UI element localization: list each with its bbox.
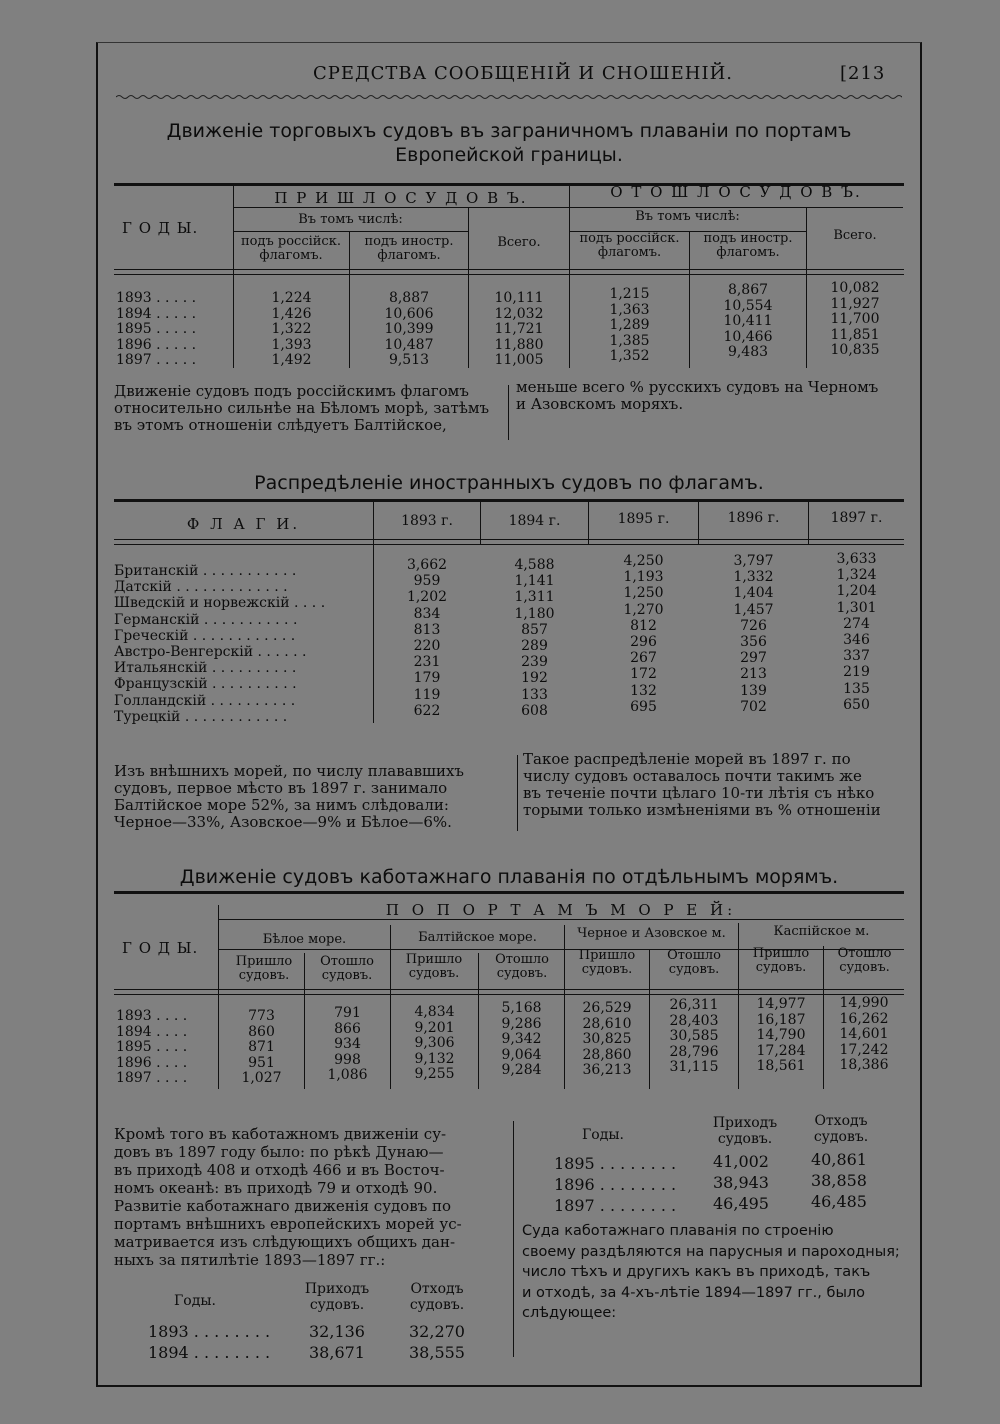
table3-arrived-header: Пришло судовъ. bbox=[752, 946, 810, 975]
cell: 959 bbox=[413, 573, 441, 590]
cell: 26,311 bbox=[669, 997, 719, 1013]
table1-departed-total-column bbox=[807, 281, 903, 359]
cell: 10,111 bbox=[494, 290, 544, 306]
text3-right bbox=[522, 1221, 912, 1324]
table3-white-departed-column bbox=[305, 1006, 390, 1084]
cell: 192 bbox=[521, 670, 548, 687]
summary-left-col-in: Приходъ судовъ. bbox=[304, 1281, 370, 1313]
text-line: матривается изъ слѣдующихъ общихъ дан- bbox=[114, 1233, 456, 1251]
cell: 132 bbox=[630, 682, 657, 699]
text-line: и Азовскомъ моряхъ. bbox=[516, 395, 684, 413]
table3-sea-black-azov: Черное и Азовское м. bbox=[577, 926, 726, 941]
cell: 860 bbox=[248, 1023, 275, 1040]
table3-arrived-header: Пришло судовъ. bbox=[235, 954, 293, 983]
cell: 14,990 bbox=[839, 995, 889, 1011]
cell: 28,796 bbox=[669, 1043, 719, 1060]
text2-right bbox=[523, 751, 918, 819]
table1-arrived-foreign-column bbox=[350, 291, 468, 369]
cell: 1,393 bbox=[271, 336, 312, 353]
summary-year: 1893 . . . . . . . . bbox=[148, 1322, 271, 1341]
text-line: Черное—33%, Азовское—9% и Бѣлое—6%. bbox=[114, 813, 452, 831]
table2-col-flags: Ф Л А Г И. bbox=[186, 515, 301, 533]
cell: 10,487 bbox=[384, 336, 434, 353]
text-line: Развитіе каботажнаго движенія судовъ по bbox=[114, 1197, 452, 1215]
table3-sea-caspian: Каспійское м. bbox=[773, 924, 870, 939]
cell: 9,342 bbox=[501, 1031, 542, 1047]
cell: 213 bbox=[740, 666, 767, 683]
cell: 726 bbox=[740, 617, 767, 634]
text-line: относительно сильнѣе на Бѣломъ морѣ, затѣмъ bbox=[114, 399, 490, 417]
cell: 14,790 bbox=[756, 1027, 806, 1043]
table1-years-column bbox=[116, 291, 196, 369]
cell: 1,027 bbox=[241, 1070, 282, 1086]
cell: 813 bbox=[413, 621, 441, 638]
cell: 12,032 bbox=[494, 305, 544, 322]
cell: 40,861 bbox=[811, 1150, 867, 1169]
cell: 17,242 bbox=[839, 1041, 889, 1058]
summary-right-in bbox=[698, 1151, 784, 1214]
cell: 1,457 bbox=[733, 601, 774, 618]
summary-left-out bbox=[394, 1321, 480, 1363]
cell: 3,797 bbox=[733, 553, 774, 569]
flag-label: Итальянскій . . . . . . . . . . bbox=[114, 660, 297, 677]
cell: 934 bbox=[334, 1036, 361, 1052]
table1-including-departed: Въ томъ числѣ: bbox=[635, 209, 740, 224]
running-header-title: СРЕДСТВА СООБЩЕНІЙ И СНОШЕНІЙ. bbox=[313, 63, 733, 84]
table1-including-arrived: Въ томъ числѣ: bbox=[298, 212, 403, 227]
table2-flags-column bbox=[114, 563, 372, 725]
cell: 951 bbox=[248, 1054, 275, 1071]
cell: 1,270 bbox=[623, 601, 664, 618]
cell: 11,005 bbox=[494, 352, 544, 368]
text-line: Суда каботажнаго плаванія по строенію bbox=[522, 1223, 834, 1239]
summary-year: 1897 . . . . . . . . bbox=[554, 1196, 677, 1215]
table1-year: 1897 . . . . . bbox=[116, 352, 197, 368]
flag-label: Британскій . . . . . . . . . . . bbox=[114, 563, 297, 579]
table3-baltic-arrived-column bbox=[391, 1005, 478, 1083]
cell: 1,215 bbox=[609, 286, 650, 302]
text-line: довъ въ 1897 году было: по рѣкѣ Дунаю— bbox=[114, 1143, 444, 1161]
table3-departed-header: Отошло судовъ. bbox=[495, 952, 549, 981]
cell: 1,202 bbox=[406, 589, 448, 606]
cell: 608 bbox=[521, 702, 548, 719]
table1-arrived-total-column bbox=[469, 291, 569, 369]
text-line: слѣдующее: bbox=[522, 1305, 617, 1321]
text2-left bbox=[114, 763, 506, 831]
table1-arrived-russian-column bbox=[234, 291, 349, 369]
cell: 274 bbox=[843, 615, 870, 632]
text-line: номъ океанѣ: въ приходѣ 79 и отходѣ 90. bbox=[114, 1179, 438, 1197]
cell: 46,485 bbox=[811, 1192, 867, 1211]
text-line: въ приходѣ 408 и отходѣ 466 и въ Восточ- bbox=[114, 1161, 445, 1179]
cell: 296 bbox=[630, 634, 657, 651]
cell: 998 bbox=[334, 1051, 361, 1068]
cell: 3,662 bbox=[406, 557, 448, 573]
summary-left-in bbox=[294, 1321, 380, 1363]
table1-departed-header: О Т О Ш Л О С У Д О В Ъ. bbox=[610, 183, 862, 201]
cell: 10,606 bbox=[384, 305, 434, 322]
cell: 702 bbox=[740, 698, 767, 715]
table3-sea-baltic: Балтійское море. bbox=[418, 930, 537, 945]
table2-1893-column bbox=[374, 557, 480, 719]
cell: 38,555 bbox=[409, 1343, 465, 1362]
cell: 1,404 bbox=[733, 585, 774, 602]
cell: 356 bbox=[740, 634, 767, 651]
cell: 650 bbox=[843, 696, 870, 713]
table2-1896-column bbox=[699, 553, 808, 715]
table2-1895-column bbox=[589, 553, 698, 715]
cell: 139 bbox=[740, 682, 767, 699]
cell: 10,082 bbox=[830, 280, 880, 296]
table2-year-header: 1895 г. bbox=[617, 511, 670, 527]
text1-left bbox=[114, 383, 504, 434]
table1-departed-russian-column bbox=[570, 287, 689, 365]
table1-sub-total-departed: Всего. bbox=[833, 228, 877, 243]
cell: 28,403 bbox=[669, 1012, 719, 1029]
table3-baltic-departed-column bbox=[479, 1001, 564, 1079]
text-line: Балтійское море 52%, за нимъ слѣдовали: bbox=[114, 796, 449, 814]
table1-year: 1893 . . . . . bbox=[116, 290, 197, 306]
text-line: портамъ внѣшнихъ европейскихъ морей ус- bbox=[114, 1215, 462, 1233]
cell: 26,529 bbox=[582, 1000, 632, 1016]
text-line: меньше всего % русскихъ судовъ на Черномъ bbox=[516, 378, 879, 396]
cell: 11,700 bbox=[830, 311, 880, 327]
text-line: ныхъ за пятилѣтіе 1893—1897 гг.: bbox=[114, 1251, 386, 1269]
cell: 30,825 bbox=[582, 1031, 632, 1047]
cell: 38,858 bbox=[811, 1171, 867, 1190]
cell: 4,588 bbox=[514, 557, 555, 573]
table2-1894-column bbox=[481, 557, 588, 719]
cell: 10,411 bbox=[723, 313, 773, 329]
table3-year: 1895 . . . . bbox=[116, 1039, 188, 1055]
cell: 9,284 bbox=[501, 1062, 542, 1078]
cell: 9,132 bbox=[414, 1050, 455, 1067]
table3-arrived-header: Пришло судовъ. bbox=[578, 948, 636, 977]
table3-black-departed-column bbox=[650, 998, 738, 1076]
table3-sea-white: Бѣлое море. bbox=[262, 932, 347, 947]
cell: 1,352 bbox=[609, 348, 650, 364]
text-line: Движеніе судовъ подъ россійскимъ флагомъ bbox=[114, 382, 469, 400]
cell: 38,943 bbox=[713, 1173, 769, 1192]
cell: 3,633 bbox=[836, 551, 877, 567]
cell: 28,610 bbox=[582, 1015, 632, 1032]
flag-label: Шведскій и норвежскій . . . . bbox=[114, 595, 326, 612]
page-frame bbox=[96, 42, 922, 1387]
flag-label: Греческій . . . . . . . . . . . . bbox=[114, 627, 296, 644]
cell: 133 bbox=[521, 686, 548, 703]
summary-left-col-years: Годы. bbox=[174, 1293, 216, 1309]
cell: 9,064 bbox=[501, 1046, 542, 1063]
cell: 9,201 bbox=[414, 1019, 455, 1036]
cell: 18,386 bbox=[839, 1057, 889, 1073]
cell: 32,136 bbox=[309, 1322, 365, 1341]
cell: 695 bbox=[630, 698, 657, 715]
cell: 31,115 bbox=[669, 1059, 719, 1075]
cell: 9,483 bbox=[727, 344, 769, 360]
cell: 16,262 bbox=[839, 1010, 889, 1027]
summary-year: 1894 . . . . . . . . bbox=[148, 1343, 271, 1362]
table2-year-header: 1897 г. bbox=[830, 510, 883, 526]
flag-label: Турецкій . . . . . . . . . . . . bbox=[114, 708, 288, 725]
table3-departed-header: Отошло судовъ. bbox=[667, 948, 721, 977]
cell: 30,585 bbox=[669, 1028, 719, 1044]
text-line: судовъ, первое мѣсто въ 1897 г. занимало bbox=[114, 779, 448, 797]
cell: 1,426 bbox=[271, 305, 312, 322]
cell: 179 bbox=[413, 670, 441, 687]
cell: 11,880 bbox=[494, 336, 544, 353]
summary-right-col-in: Приходъ судовъ. bbox=[712, 1115, 778, 1147]
text-line: въ этомъ отношеніи слѣдуетъ Балтійское, bbox=[114, 416, 447, 434]
cell: 5,168 bbox=[501, 1000, 542, 1016]
cell: 38,671 bbox=[309, 1343, 365, 1362]
cell: 1,301 bbox=[836, 599, 877, 616]
cell: 172 bbox=[630, 666, 657, 683]
cell: 135 bbox=[843, 680, 870, 697]
cell: 11,851 bbox=[830, 326, 880, 343]
text-line: торыми только измѣненіями въ % отношеніи bbox=[523, 801, 881, 819]
flag-label: Германскій . . . . . . . . . . . bbox=[114, 611, 298, 628]
cell: 773 bbox=[248, 1008, 275, 1024]
table3-col-years: Г О Д Ы. bbox=[122, 939, 199, 957]
text-line: и отходѣ, за 4-хъ-лѣтіе 1894—1897 гг., было bbox=[522, 1284, 866, 1301]
cell: 16,187 bbox=[756, 1011, 806, 1028]
cell: 46,495 bbox=[713, 1194, 769, 1213]
wavy-divider bbox=[116, 93, 902, 101]
cell: 857 bbox=[521, 621, 548, 638]
summary-year: 1895 . . . . . . . . bbox=[554, 1154, 677, 1173]
cell: 866 bbox=[334, 1020, 361, 1037]
cell: 9,286 bbox=[501, 1015, 542, 1032]
cell: 9,255 bbox=[414, 1066, 455, 1082]
text-line: Изъ внѣшнихъ морей, по числу плававшихъ bbox=[114, 762, 464, 780]
table1-arrived-header: П Р И Ш Л О С У Д О В Ъ. bbox=[274, 189, 528, 207]
cell: 219 bbox=[843, 664, 870, 681]
cell: 11,927 bbox=[830, 295, 880, 312]
cell: 1,324 bbox=[836, 567, 877, 584]
table3-year: 1893 . . . . bbox=[116, 1008, 188, 1024]
cell: 346 bbox=[843, 632, 870, 649]
cell: 220 bbox=[413, 638, 441, 655]
cell: 231 bbox=[413, 654, 441, 671]
cell: 1,204 bbox=[836, 583, 877, 600]
cell: 871 bbox=[248, 1039, 275, 1055]
table1-sub-rus-departed: подъ россійск. флагомъ. bbox=[579, 231, 680, 260]
cell: 4,834 bbox=[414, 1004, 455, 1020]
table3-year: 1894 . . . . bbox=[116, 1023, 188, 1040]
flag-label: Французскій . . . . . . . . . . bbox=[114, 676, 297, 693]
cell: 9,306 bbox=[414, 1035, 455, 1051]
summary-year: 1896 . . . . . . . . bbox=[554, 1175, 677, 1194]
table3-caspian-arrived-column bbox=[739, 997, 823, 1075]
cell: 8,887 bbox=[388, 290, 430, 306]
table2-year-header: 1896 г. bbox=[727, 510, 780, 526]
cell: 14,977 bbox=[756, 996, 806, 1012]
cell: 622 bbox=[413, 702, 441, 719]
cell: 10,399 bbox=[384, 321, 434, 337]
cell: 8,867 bbox=[727, 282, 769, 298]
table1-departed-foreign-column bbox=[690, 283, 806, 361]
cell: 289 bbox=[521, 638, 548, 655]
cell: 1,193 bbox=[623, 569, 664, 586]
cell: 791 bbox=[334, 1005, 361, 1021]
text1-right bbox=[516, 379, 916, 413]
cell: 18,561 bbox=[756, 1058, 806, 1074]
table3-title: Движеніе судовъ каботажнаго плаванія по отдѣльнымъ морямъ. bbox=[179, 866, 839, 888]
summary-right-col-out: Отходъ судовъ. bbox=[813, 1113, 869, 1145]
table3-year: 1896 . . . . bbox=[116, 1054, 188, 1071]
text-line: число тѣхъ и другихъ какъ въ приходѣ, такъ bbox=[522, 1264, 871, 1280]
cell: 10,466 bbox=[723, 328, 773, 345]
table3-departed-header: Отошло судовъ. bbox=[837, 946, 892, 975]
table2-year-header: 1894 г. bbox=[508, 513, 561, 529]
text-line: Такое распредѣленіе морей въ 1897 г. по bbox=[523, 750, 851, 768]
table1-col-years: Г О Д Ы. bbox=[122, 219, 199, 237]
table1-title-line2: Европейской границы. bbox=[395, 144, 623, 166]
cell: 834 bbox=[413, 605, 441, 622]
cell: 9,513 bbox=[388, 352, 430, 368]
text-line: въ теченіе почти цѣлаго 10-ти лѣтія съ нѣко bbox=[523, 784, 875, 802]
cell: 1,322 bbox=[271, 321, 312, 337]
table3-year: 1897 . . . . bbox=[116, 1070, 188, 1086]
cell: 239 bbox=[521, 654, 548, 671]
cell: 119 bbox=[413, 686, 441, 703]
table1-sub-rus-arrived: подъ россійск. флагомъ. bbox=[241, 234, 341, 263]
cell: 1,086 bbox=[327, 1067, 368, 1083]
cell: 17,284 bbox=[756, 1042, 806, 1059]
cell: 41,002 bbox=[713, 1152, 769, 1171]
table3-arrived-header: Пришло судовъ. bbox=[405, 952, 463, 981]
table3-departed-header: Отошло судовъ. bbox=[320, 954, 374, 983]
cell: 1,141 bbox=[514, 573, 555, 590]
table1-year: 1894 . . . . . bbox=[116, 305, 197, 322]
summary-right-col-years: Годы. bbox=[582, 1127, 624, 1143]
flag-label: Датскій . . . . . . . . . . . . . bbox=[114, 579, 288, 596]
cell: 36,213 bbox=[582, 1062, 632, 1078]
cell: 1,289 bbox=[609, 317, 650, 333]
cell: 1,492 bbox=[271, 352, 312, 368]
table3-caspian-departed-column bbox=[824, 996, 904, 1074]
cell: 1,385 bbox=[609, 332, 650, 349]
cell: 1,311 bbox=[514, 589, 555, 606]
cell: 337 bbox=[843, 648, 870, 665]
table3-years-column bbox=[116, 1009, 187, 1087]
summary-right-out bbox=[796, 1149, 882, 1212]
table3-ports-header: П О П О Р Т А М Ъ М О Р Е Й: bbox=[385, 901, 737, 919]
cell: 1,332 bbox=[733, 569, 774, 586]
summary-left-col-out: Отходъ судовъ. bbox=[409, 1281, 465, 1313]
table3-black-arrived-column bbox=[565, 1001, 649, 1079]
table3-white-arrived-column bbox=[219, 1009, 304, 1087]
cell: 10,554 bbox=[723, 297, 773, 314]
text-line: своему раздѣляются на парусныя и пароходныя; bbox=[522, 1243, 900, 1260]
table1-title-line1: Движеніе торговыхъ судовъ въ заграничномъ плаваніи по портамъ bbox=[166, 120, 852, 142]
cell: 32,270 bbox=[409, 1322, 465, 1341]
table1-year: 1895 . . . . . bbox=[116, 321, 197, 337]
cell: 812 bbox=[630, 617, 657, 634]
cell: 4,250 bbox=[623, 553, 664, 569]
cell: 1,224 bbox=[271, 290, 312, 306]
table1-sub-total-arrived: Всего. bbox=[497, 235, 541, 250]
table2-year-header: 1893 г. bbox=[401, 513, 453, 529]
text-line: Кромѣ того въ каботажномъ движеніи су- bbox=[114, 1125, 447, 1143]
cell: 28,860 bbox=[582, 1046, 632, 1063]
table1-sub-foreign-arrived: подъ иностр. флагомъ. bbox=[364, 234, 454, 263]
flag-label: Голландскій . . . . . . . . . . bbox=[114, 692, 296, 709]
cell: 1,363 bbox=[609, 301, 650, 318]
text-line: числу судовъ оставалось почти такимъ же bbox=[523, 767, 862, 785]
table1-year: 1896 . . . . . bbox=[116, 336, 197, 353]
page-number: [213 bbox=[840, 63, 886, 84]
cell: 11,721 bbox=[494, 321, 544, 337]
summary-right-years bbox=[554, 1153, 676, 1216]
text3-left bbox=[114, 1125, 500, 1269]
cell: 1,180 bbox=[514, 605, 555, 622]
flag-label: Австро-Венгерскій . . . . . . bbox=[114, 644, 307, 661]
table1-sub-foreign-departed: подъ иностр. флагомъ. bbox=[703, 231, 793, 260]
cell: 267 bbox=[630, 650, 657, 667]
cell: 297 bbox=[740, 650, 767, 667]
table2-title: Распредѣленіе иностранныхъ судовъ по флагамъ. bbox=[254, 472, 764, 494]
cell: 1,250 bbox=[623, 585, 664, 602]
summary-left-years bbox=[148, 1321, 270, 1363]
cell: 10,835 bbox=[830, 342, 880, 358]
cell: 14,601 bbox=[839, 1026, 889, 1042]
table2-1897-column bbox=[809, 551, 904, 713]
